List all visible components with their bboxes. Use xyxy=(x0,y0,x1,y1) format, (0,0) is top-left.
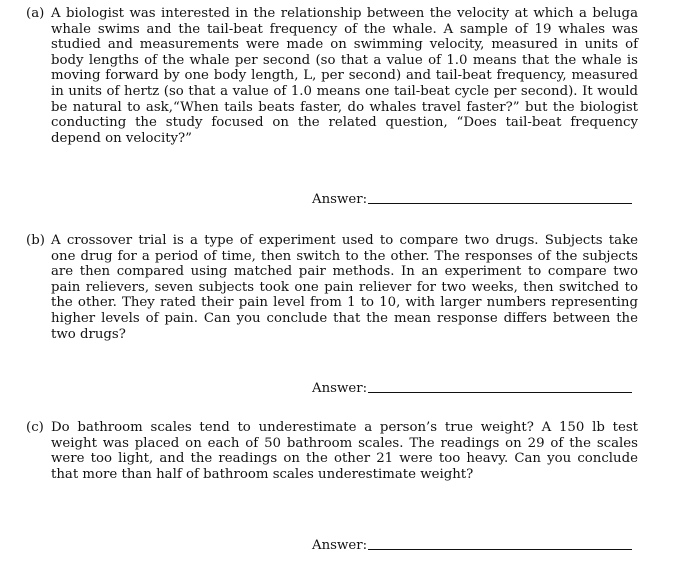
answer-blank[interactable] xyxy=(368,392,632,393)
answer-blank[interactable] xyxy=(368,549,632,550)
answer-label: Answer: xyxy=(312,192,368,207)
answer-label: Answer: xyxy=(312,538,368,553)
question-label: (b) xyxy=(26,233,45,248)
question-label: (a) xyxy=(26,6,45,21)
answer-b xyxy=(312,381,632,396)
answer-a xyxy=(312,192,632,207)
answer-label: Answer: xyxy=(312,381,368,396)
question-text: A biologist was interested in the relationship between the velocity at which a beluga whale swims and the tail-beat frequency of the whale. A sample of 19 whales was studied and measurements were made on swimming velocity, measured in units of body lengths of the whale per second (so that a value of 1.0 means that the whale is moving forward by one body length, L, per second) and tail-beat frequency, measured in units of hertz (so that a value of 1.0 means one tail-beat cycle per second). It would be natural to ask,“When tails beats faster, do whales travel faster?” but the biologist conducting the study focused on the related question, “Does tail-beat frequency depend on velocity?” xyxy=(51,6,638,146)
answer-blank[interactable] xyxy=(368,203,632,204)
question-text: Do bathroom scales tend to underestimate a person’s true weight? A 150 lb test weight was placed on each of 50 bathroom scales. The readings on 29 of the scales were too light, and the readings on the other 21 were too heavy. Can you conclude that more than half of bathroom scales underestimate weight? xyxy=(51,420,638,482)
question-a xyxy=(26,6,638,146)
question-c xyxy=(26,420,638,482)
question-label: (c) xyxy=(26,420,44,435)
question-b xyxy=(26,233,638,342)
question-text: A crossover trial is a type of experiment used to compare two drugs. Subjects take one drug for a period of time, then switch to the other. The responses of the subjects are then compared using matched pair methods. In an experiment to compare two pain relievers, seven subjects took one pain reliever for two weeks, then switched to the other. They rated their pain level from 1 to 10, with larger numbers representing higher levels of pain. Can you conclude that the mean response differs between the two drugs? xyxy=(51,233,638,342)
answer-c xyxy=(312,538,632,553)
